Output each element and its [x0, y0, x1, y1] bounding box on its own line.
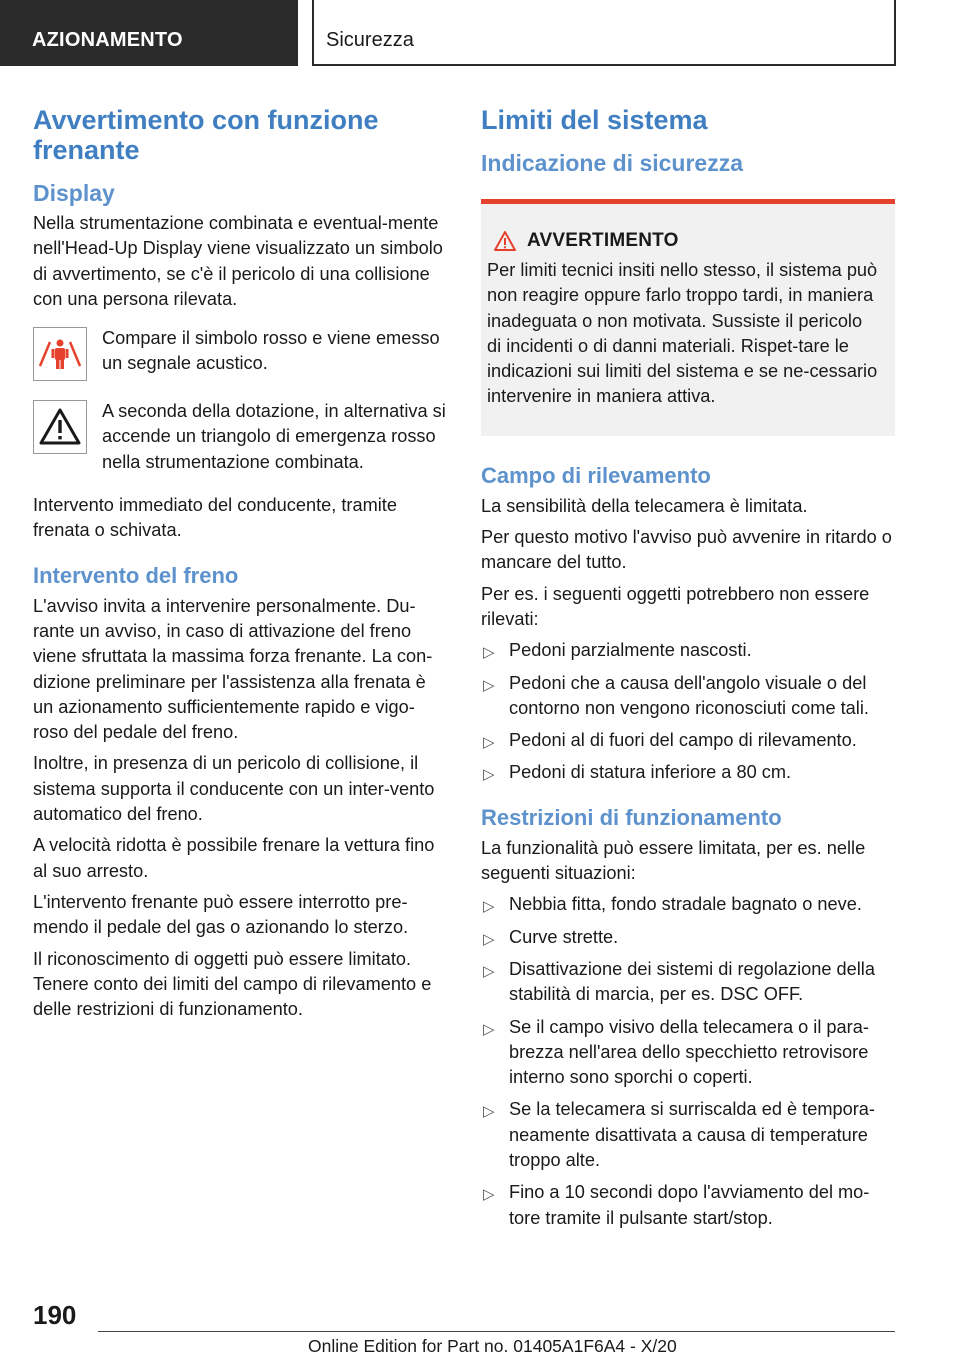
warning-header: [493, 230, 881, 252]
heading-function-restrictions: Restrizioni di funzionamento: [481, 804, 782, 830]
warning-box: [481, 199, 895, 436]
warning-label: AVVERTIMENTO: [527, 230, 679, 251]
warning-triangle-icon: [493, 230, 517, 252]
brake-paragraph: L'intervento frenante può essere interrotto pre-mendo il pedale del gas o azionando lo sterzo.: [33, 891, 409, 938]
brake-paragraph: L'avviso invita a intervenire personalmente. Du-rante un avviso, in caso di attivazione del freno viene sfruttata la massima forza frenante. La con-dizione preliminare per l'assistenza alla frenata è un azionamento sufficientemente rapido e vigo-roso del pedale del freno.: [33, 595, 433, 743]
triangle-bullet-icon: ▷: [483, 766, 495, 784]
detection-paragraph: Per questo motivo l'avviso può avvenire in ritardo o mancare del tutto.: [481, 527, 892, 573]
list-item: ▷ Se il campo visivo della telecamera o il para-brezza nell'area dello specchietto retrovisore interno sono sporchi o coperti.: [483, 1016, 869, 1088]
brake-paragraph: Inoltre, in presenza di un pericolo di collisione, il sistema supporta il conducente con un inter-vento automatico del freno.: [33, 753, 435, 825]
triangle-bullet-icon: ▷: [483, 1020, 495, 1038]
triangle-bullet-icon: ▷: [483, 644, 495, 662]
triangle-bullet-icon: ▷: [483, 1103, 495, 1121]
page-number: 190: [33, 1300, 77, 1330]
triangle-bullet-icon: ▷: [483, 676, 495, 694]
brake-paragraph: A velocità ridotta è possibile frenare la vettura fino al suo arresto.: [33, 835, 435, 881]
footer-divider: [98, 1331, 895, 1332]
heading-detection-range: Campo di rilevamento: [481, 462, 711, 488]
symbol-row-person: [33, 326, 448, 381]
driver-intervention-text: Intervento immediato del conducente, tramite frenata o schivata.: [33, 495, 397, 541]
warning-triangle-icon: [33, 400, 87, 454]
left-column: [33, 100, 448, 1028]
triangle-bullet-icon: ▷: [483, 930, 495, 948]
restriction-paragraph: La funzionalità può essere limitata, per es. nelle seguenti situazioni:: [481, 837, 866, 884]
list-item: ▷ Pedoni di statura inferiore a 80 cm.: [481, 760, 895, 785]
symbol-triangle-text: A seconda della dotazione, in alternativa si accende un triangolo di emergenza rosso nella strumentazione combinata.: [102, 401, 446, 472]
detection-paragraph: Per es. i seguenti oggetti potrebbero non essere rilevati:: [481, 583, 870, 629]
list-item: ▷ Disattivazione dei sistemi di regolazione della stabilità di marcia, per es. DSC OFF.: [483, 958, 875, 1005]
triangle-bullet-icon: ▷: [483, 898, 495, 916]
list-item: ▷ Nebbia fitta, fondo stradale bagnato o neve.: [481, 892, 895, 917]
heading-display: Display: [33, 180, 115, 206]
edition-text: Online Edition for Part no. 01405A1F6A4 - X/20: [308, 1336, 677, 1356]
warning-text: Per limiti tecnici insiti nello stesso, il sistema può non reagire oppure farlo troppo tardi, in maniera inadeguata o non motivata. Sussiste il pericolo di incidenti o di danni materiali. Rispet-tare le indicazioni sui limiti del sistema e se ne-cessario intervenire in maniera attiva.: [487, 260, 878, 407]
page-header: [0, 0, 960, 66]
list-item: ▷ Pedoni parzialmente nascosti.: [481, 638, 895, 663]
right-column: [481, 100, 895, 1238]
triangle-bullet-icon: ▷: [483, 1186, 495, 1204]
chapter-title: Sicurezza: [312, 0, 896, 66]
symbol-person-text: Compare il simbolo rosso e viene emesso un segnale acustico.: [102, 328, 440, 374]
triangle-bullet-icon: ▷: [483, 962, 495, 980]
list-item: ▷ Pedoni che a causa dell'angolo visuale o del contorno non vengono riconosciuti come tali.: [483, 672, 869, 718]
brake-paragraph: Il riconoscimento di oggetti può essere limitato. Tenere conto dei limiti del campo di rilevamento e delle restrizioni di funzionamento.: [33, 948, 432, 1020]
heading-brake-intervention: Intervento del freno: [33, 562, 239, 588]
section-title-system-limits: Limiti del sistema: [481, 105, 708, 135]
section-title-braking-warning: Avvertimento con funzione frenante: [33, 105, 379, 165]
symbol-row-triangle: [33, 399, 448, 475]
triangle-bullet-icon: ▷: [483, 734, 495, 752]
list-item: ▷ Curve strette.: [481, 925, 895, 950]
list-item: ▷ Pedoni al di fuori del campo di rilevamento.: [481, 728, 895, 753]
display-paragraph: Nella strumentazione combinata e eventual-mente nell'Head-Up Display viene visualizzato un simbolo di avvertimento, se c'è il pericolo di una collisione con una persona rilevata.: [33, 213, 443, 309]
pedestrian-warning-icon: [33, 327, 87, 381]
restriction-list: [481, 892, 895, 1231]
list-item: ▷ Fino a 10 secondi dopo l'avviamento del mo-tore tramite il pulsante start/stop.: [483, 1182, 870, 1228]
detection-list: [481, 638, 895, 785]
section-tab: AZIONAMENTO: [0, 0, 298, 66]
list-item: ▷ Se la telecamera si surriscalda ed è tempora-neamente disattivata a causa di temperature troppo alte.: [483, 1099, 875, 1171]
heading-safety-note: Indicazione di sicurezza: [481, 150, 744, 176]
detection-paragraph: La sensibilità della telecamera è limitata.: [481, 495, 808, 516]
